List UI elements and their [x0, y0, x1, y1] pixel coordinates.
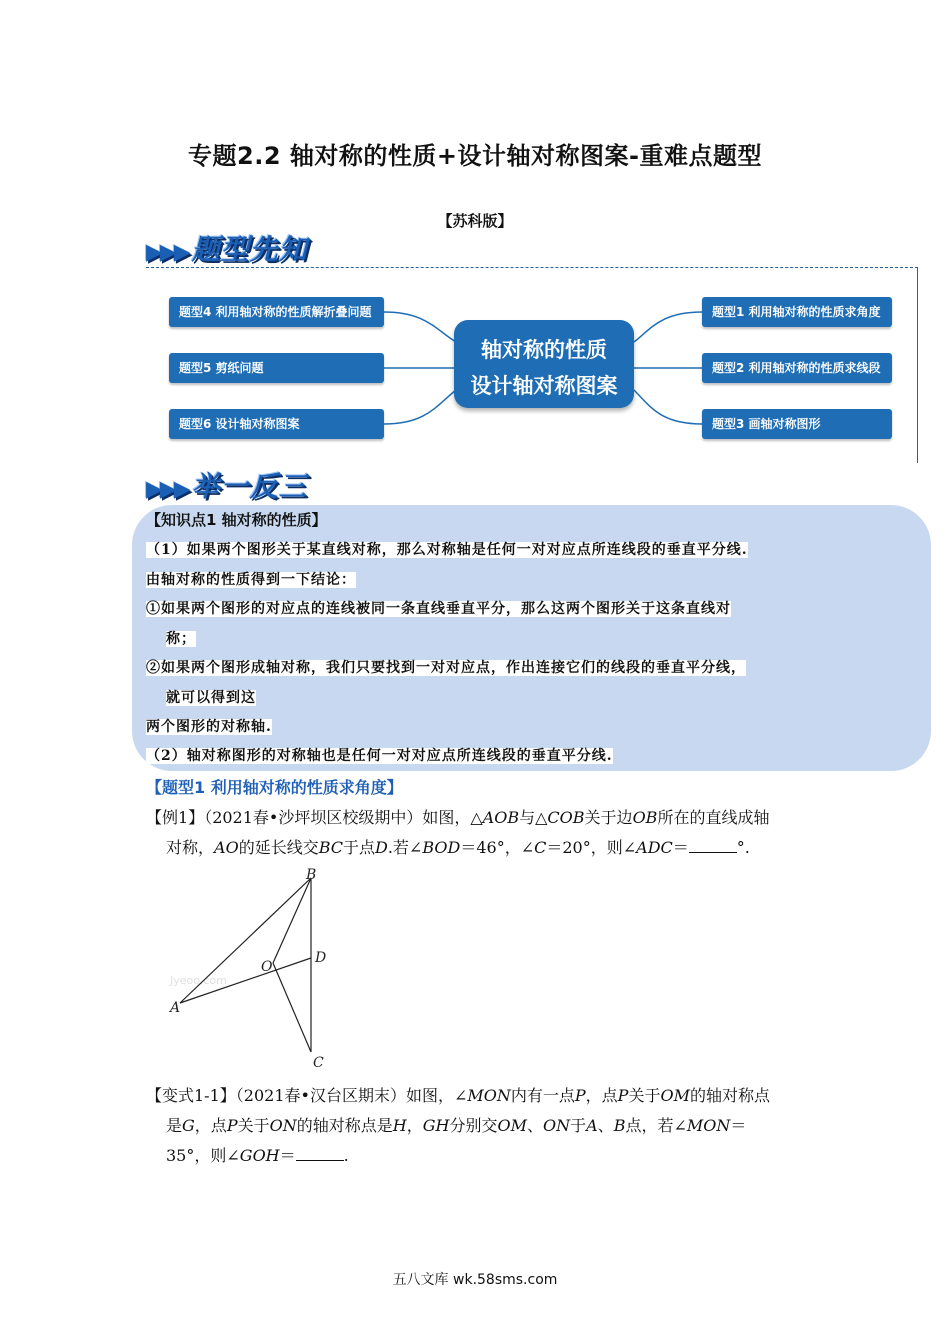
knowledge-line-7 — [146, 716, 272, 736]
mindmap-type5: 题型5 剪纸问题 — [169, 353, 384, 383]
knowledge-text: （2）轴对称图形的对称轴也是任何一对对应点所连线段的垂直平分线. — [146, 748, 613, 764]
knowledge-line-1 — [146, 539, 748, 559]
page-title: 专题2.2 轴对称的性质+设计轴对称图案-重难点题型 — [188, 142, 762, 170]
knowledge-text: ①如果两个图形的对应点的连线被同一条直线垂直平分，那么这两个图形关于这条直线对 — [146, 601, 731, 617]
label-b: B — [306, 867, 317, 883]
knowledge-line-3 — [146, 598, 731, 618]
knowledge-text: （1）如果两个图形关于某直线对称，那么对称轴是任何一对对应点所连线段的垂直平分线. — [146, 542, 748, 558]
variation1-line3: 35°，则∠GOH＝ . — [166, 1146, 349, 1165]
label-d: D — [315, 950, 327, 966]
knowledge-text: ②如果两个图形成轴对称，我们只要找到一对对应点，作出连接它们的线段的垂直平分线， — [146, 660, 746, 676]
mindmap-type2: 题型2 利用轴对称的性质求线段 — [702, 353, 892, 383]
answer-blank — [689, 838, 737, 853]
banner-practice — [146, 465, 308, 505]
divider-preview — [146, 267, 918, 268]
knowledge-text: 两个图形的对称轴. — [146, 719, 272, 735]
mindmap-type1: 题型1 利用轴对称的性质求角度 — [702, 297, 892, 327]
mindmap-type6: 题型6 设计轴对称图案 — [169, 409, 384, 439]
figure-watermark: Jyeoo.com — [170, 974, 227, 987]
label-a: A — [170, 1000, 181, 1016]
mindmap-center-line2: 设计轴对称图案 — [470, 374, 618, 398]
knowledge-text: 就可以得到这 — [166, 690, 256, 706]
line-oc — [273, 963, 311, 1052]
knowledge-line-4 — [166, 628, 196, 648]
mindmap-type3: 题型3 画轴对称图形 — [702, 409, 892, 439]
example-label: 【例1】 — [146, 808, 205, 827]
knowledge-line-6 — [166, 687, 256, 707]
answer-blank — [296, 1146, 344, 1161]
mindmap-center-line1: 轴对称的性质 — [481, 338, 607, 362]
banner-practice-text: 举一反三 — [191, 470, 308, 503]
knowledge-line-2 — [146, 569, 356, 589]
knowledge-text: 由轴对称的性质得到一下结论： — [146, 572, 356, 588]
footer-watermark: 五八文库 wk.58sms.com — [392, 1272, 558, 1288]
variation1-line1: 【变式1-1】（2021春•汉台区期末）如图，∠MON内有一点P，点P关于OM的轴对称点 — [146, 1086, 770, 1105]
banner-preview — [146, 228, 308, 268]
banner-arrows-icon: ▶▶▶ — [146, 240, 188, 265]
example1-figure — [160, 862, 340, 1074]
variation-source: （2021春•汉台区期末） — [235, 1086, 406, 1105]
knowledge-line-5 — [146, 657, 746, 677]
knowledge-heading: 【知识点1 轴对称的性质】 — [146, 511, 327, 529]
line-ba — [180, 878, 311, 1003]
mindmap-center — [454, 320, 634, 408]
label-c: C — [313, 1055, 324, 1071]
knowledge-text: 称； — [166, 631, 196, 647]
mindmap-type4: 题型4 利用轴对称的性质解折叠问题 — [169, 297, 384, 327]
line-bo — [273, 878, 311, 963]
variation1-line2: 是G，点P关于ON的轴对称点是H，GH分别交OM、ON于A、B点，若∠MON＝ — [166, 1116, 747, 1135]
example1-line1: 【例1】（2021春•沙坪坝区校级期中）如图，△AOB与△COB关于边OB所在的直线成轴 — [146, 808, 770, 827]
label-o: O — [261, 959, 273, 975]
edition-label: 【苏科版】 — [437, 212, 513, 230]
knowledge-line-8 — [146, 745, 613, 765]
example1-line2: 对称，AO的延长线交BC于点D.若∠BOD＝46°，∠C＝20°，则∠ADC＝ °. — [166, 838, 750, 857]
variation-label: 【变式1-1】 — [146, 1086, 236, 1105]
type1-heading: 【题型1 利用轴对称的性质求角度】 — [146, 778, 403, 797]
example-source: （2021春•沙坪坝区校级期中） — [204, 808, 423, 827]
banner-arrows-icon: ▶▶▶ — [146, 477, 188, 502]
banner-preview-text: 题型先知 — [191, 233, 308, 266]
